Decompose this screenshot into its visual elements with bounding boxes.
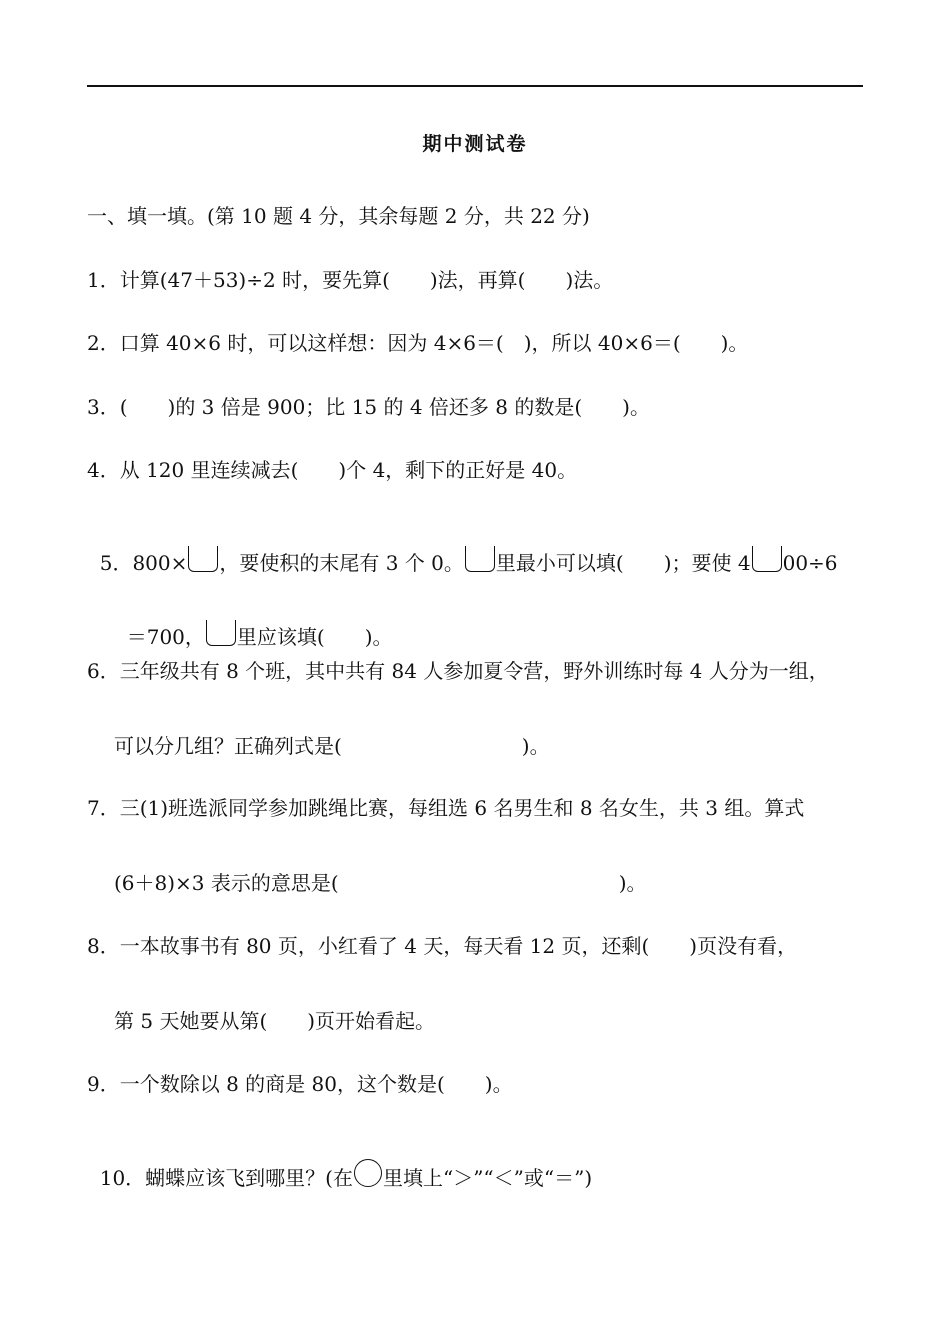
q5-text-4: 00÷6 — [782, 551, 838, 575]
q10-text-1: 10．蝴蝶应该飞到哪里？(在 — [99, 1166, 353, 1190]
question-3: 3．( )的 3 倍是 900；比 15 的 4 倍还多 8 的数是( )。 — [87, 395, 650, 419]
question-7-line-2: (6＋8)×3 表示的意思是( )。 — [114, 871, 647, 895]
question-10 — [87, 1129, 592, 1193]
question-8: 8．一本故事书有 80 页，小红看了 4 天，每天看 12 页，还剩( )页没有看， — [87, 934, 798, 958]
q5-text-1: 5．800× — [99, 551, 188, 575]
question-6-line-2: 可以分几组？正确列式是( )。 — [114, 734, 550, 758]
q5-line2-text-2: 里应该填( )。 — [236, 625, 393, 649]
question-5 — [87, 516, 838, 578]
question-7: 7．三(1)班选派同学参加跳绳比赛，每组选 6 名男生和 8 名女生，共 3 组。算式 — [87, 796, 805, 820]
page-title: 期中测试卷 — [422, 133, 528, 155]
question-6: 6．三年级共有 8 个班，其中共有 84 人参加夏令营，野外训练时每 4 人分为一组， — [87, 659, 829, 683]
q5-line2-text-1: ＝700， — [126, 625, 205, 649]
question-9: 9．一个数除以 8 的商是 80，这个数是( )。 — [87, 1072, 513, 1096]
blank-box — [752, 546, 782, 572]
q5-text-2: ，要使积的末尾有 3 个 0。 — [219, 551, 464, 575]
section-heading: 一、填一填。(第 10 题 4 分，其余每题 2 分，共 22 分) — [87, 204, 590, 228]
blank-box — [206, 620, 236, 646]
question-8-line-2: 第 5 天她要从第( )页开始看起。 — [114, 1009, 436, 1033]
blank-box — [465, 546, 495, 572]
question-5-line-2 — [114, 590, 393, 652]
q5-text-3: 里最小可以填( )；要使 4 — [495, 551, 751, 575]
blank-box — [188, 546, 218, 572]
question-1: 1．计算(47＋53)÷2 时，要先算( )法，再算( )法。 — [87, 268, 614, 292]
header-rule — [87, 85, 863, 87]
question-2: 2．口算 40×6 时，可以这样想：因为 4×6＝( )，所以 40×6＝( )。 — [87, 331, 749, 355]
question-4: 4．从 120 里连续减去( )个 4，剩下的正好是 40。 — [87, 458, 578, 482]
q10-text-2: 里填上“＞”“＜”或“＝”) — [382, 1166, 593, 1190]
blank-circle — [354, 1159, 382, 1187]
